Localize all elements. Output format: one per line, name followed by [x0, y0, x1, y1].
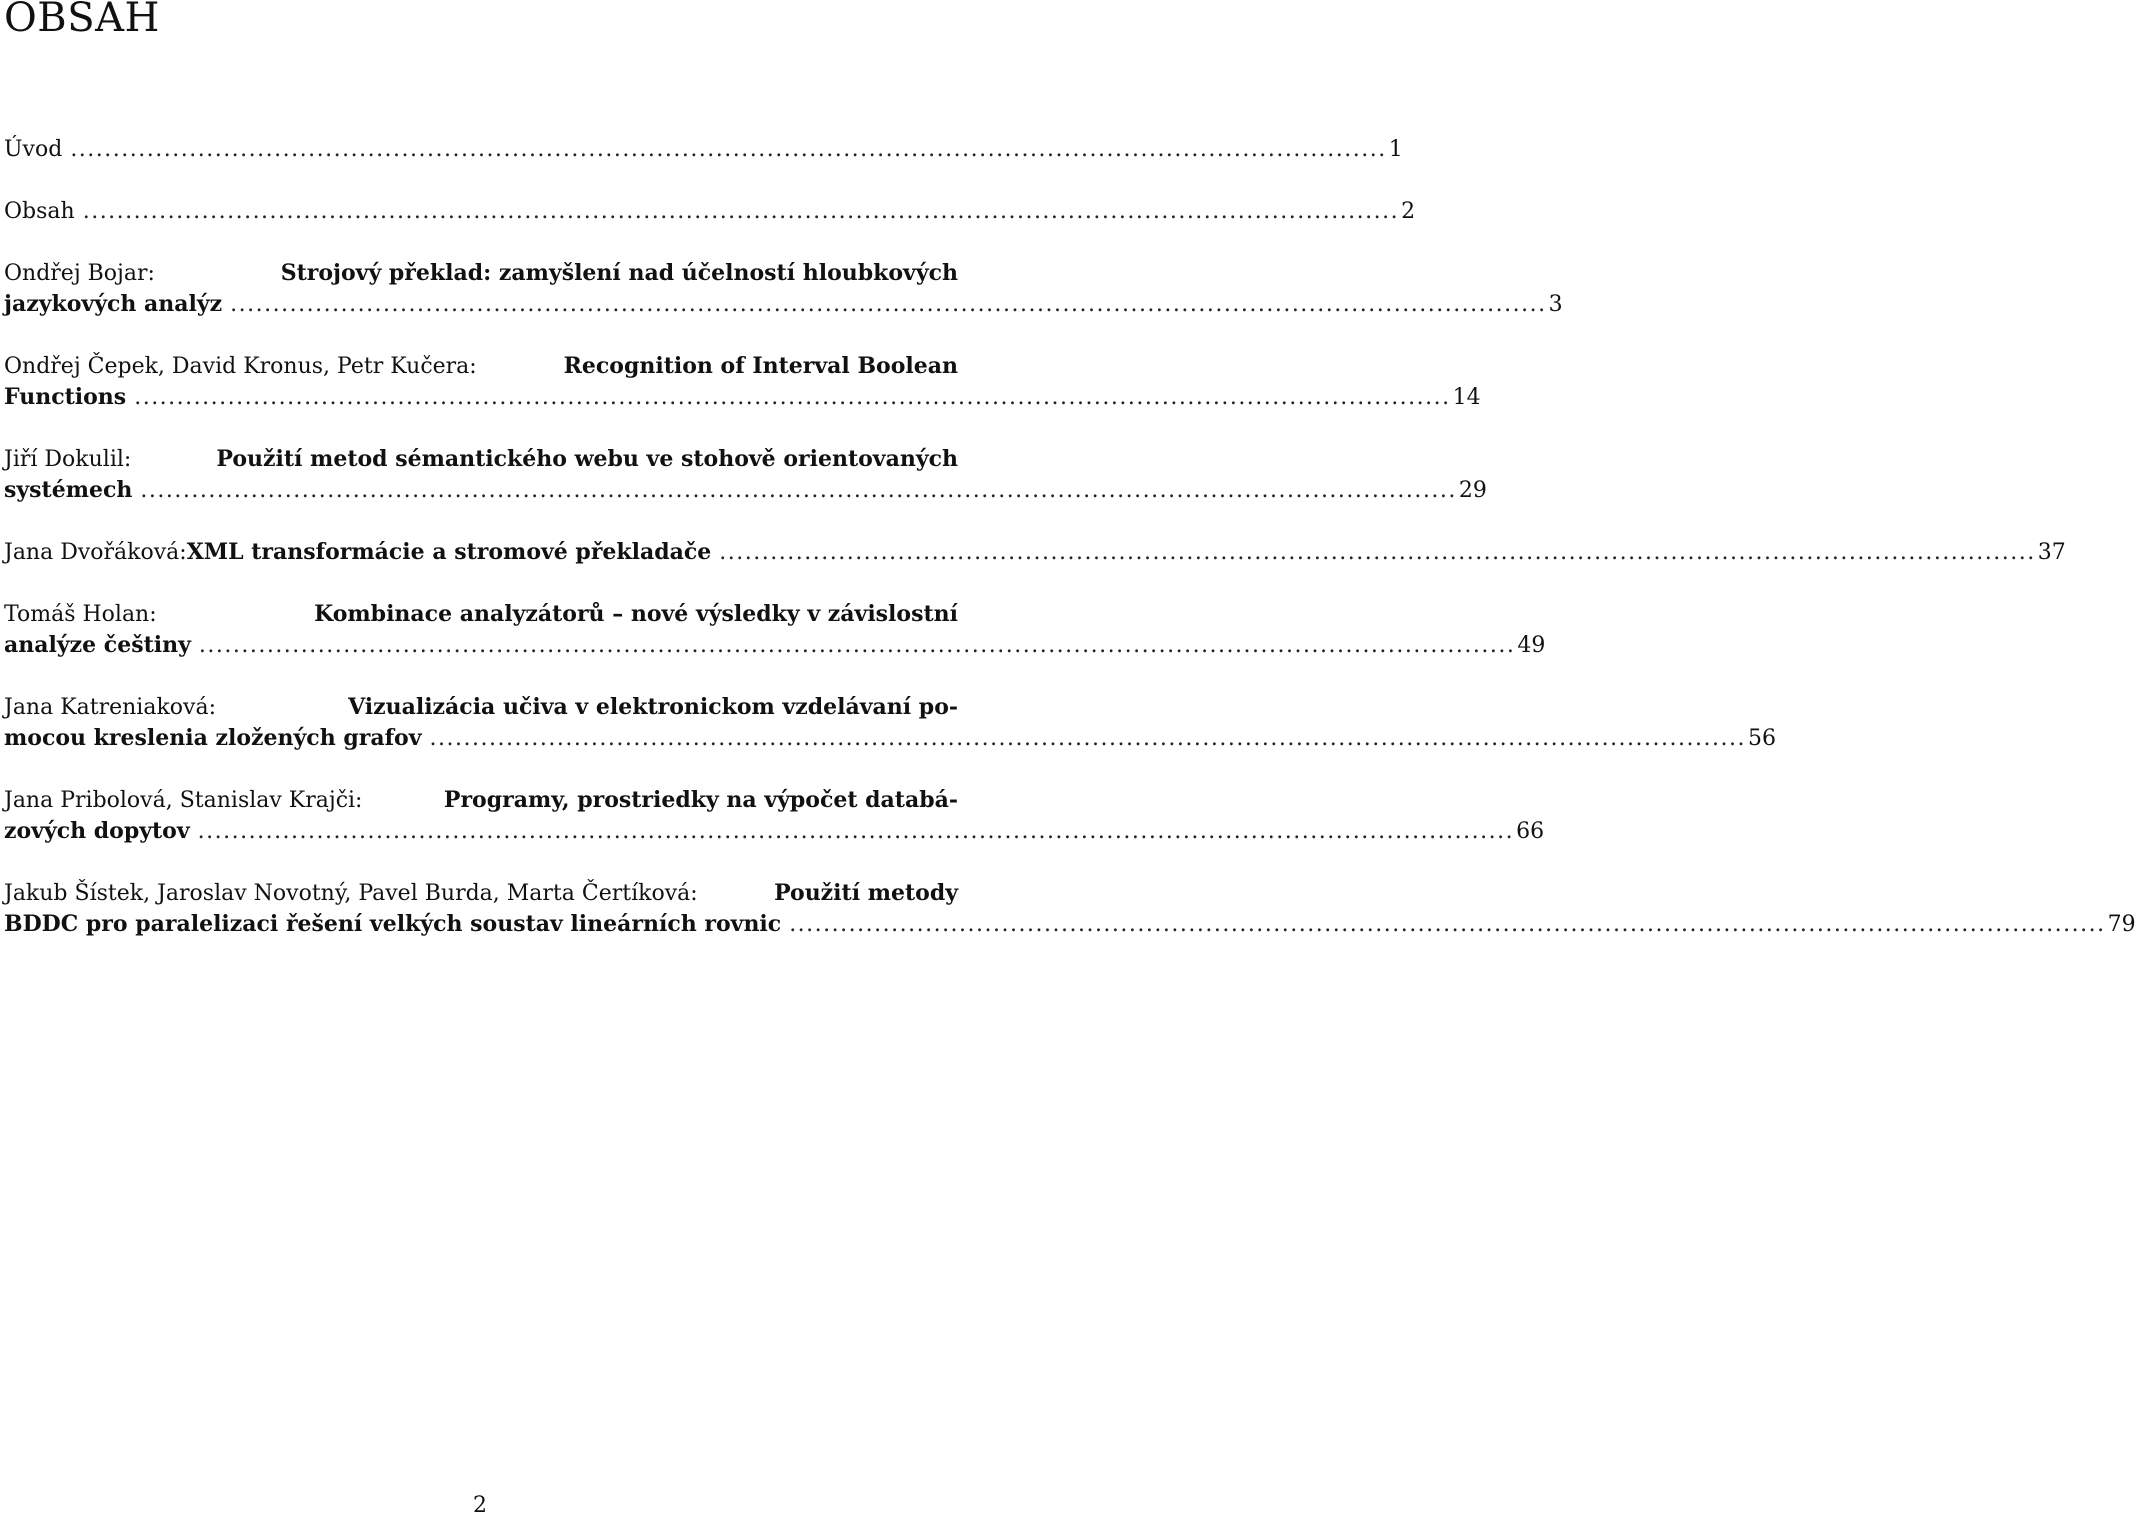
dot-leader: ...........................................................................................................................................................: [197, 819, 1515, 844]
page-ref: 79: [2107, 912, 2136, 937]
entry-title-continued: Functions: [4, 384, 127, 410]
entry-title: Programy, prostriedky na výpočet databá-: [443, 787, 958, 813]
toc-entry[interactable]: [4, 537, 2066, 568]
page-ref: 3: [1548, 292, 1563, 317]
entry-authors: Jana Pribolová, Stanislav Krajči:: [4, 788, 363, 813]
entry-title: Vizualizácia učiva v elektronickom vzdelávaní po-: [348, 694, 958, 720]
dot-leader: ...........................................................................................................................................................: [140, 478, 1457, 503]
table-of-contents: [4, 134, 2136, 971]
page-number: 2: [473, 1493, 487, 1518]
toc-entry[interactable]: [4, 444, 1487, 506]
entry-title-continued: mocou kreslenia zložených grafov: [4, 725, 422, 751]
dot-leader: ...........................................................................................................................................................: [719, 540, 2036, 565]
page-ref: 29: [1458, 478, 1487, 503]
dot-leader: ...........................................................................................................................................................: [134, 385, 1451, 410]
entry-title-continued: jazykových analýz: [4, 291, 223, 317]
page-ref: 37: [2037, 540, 2066, 565]
toc-entry[interactable]: [4, 785, 1545, 847]
entry-authors: Jana Katreniaková:: [4, 695, 216, 720]
entry-title-continued: zových dopytov: [4, 818, 190, 844]
entry-authors: Ondřej Čepek, David Kronus, Petr Kučera:: [4, 354, 477, 379]
entry-title-continued: systémech: [4, 477, 133, 503]
entry-label: Úvod: [4, 137, 63, 162]
page-ref: 1: [1388, 137, 1403, 162]
entry-authors: Ondřej Bojar:: [4, 261, 155, 286]
page-ref: 49: [1517, 633, 1546, 658]
page-ref: 2: [1401, 199, 1416, 224]
dot-leader: ...........................................................................................................................................................: [230, 292, 1547, 317]
toc-entry[interactable]: [4, 134, 1403, 165]
entry-authors: Jakub Šístek, Jaroslav Novotný, Pavel Burda, Marta Čertíková:: [4, 881, 698, 906]
entry-authors: Jana Dvořáková:: [4, 540, 187, 565]
toc-entry[interactable]: [4, 351, 1481, 413]
entry-authors: Tomáš Holan:: [4, 602, 157, 627]
entry-title: Strojový překlad: zamyšlení nad účelností hloubkových: [280, 260, 958, 286]
entry-title-continued: BDDC pro paralelizaci řešení velkých soustav lineárních rovnic: [4, 911, 782, 937]
entry-title: XML transformácie a stromové překladače: [186, 539, 712, 565]
toc-entry[interactable]: [4, 196, 1416, 227]
page-ref: 14: [1452, 385, 1481, 410]
toc-entry[interactable]: [4, 878, 2136, 940]
toc-entry[interactable]: [4, 258, 1563, 320]
page-ref: 56: [1747, 726, 1776, 751]
dot-leader: ...........................................................................................................................................................: [198, 633, 1516, 658]
entry-title-continued: analýze češtiny: [4, 632, 191, 658]
dot-leader: ...........................................................................................................................................................: [429, 726, 1746, 751]
entry-title: Použití metod sémantického webu ve stohově orientovaných: [216, 446, 958, 472]
entry-title: Kombinace analyzátorů – nové výsledky v závislostní: [314, 601, 958, 627]
dot-leader: ...........................................................................................................................................................: [70, 137, 1387, 162]
toc-entry[interactable]: [4, 692, 1776, 754]
dot-leader: ...........................................................................................................................................................: [82, 199, 1400, 224]
page-ref: 66: [1516, 819, 1545, 844]
entry-label: Obsah: [4, 199, 75, 224]
page-title: OBSAH: [4, 0, 160, 41]
entry-title: Použití metody: [774, 880, 958, 906]
entry-title: Recognition of Interval Boolean: [563, 353, 958, 379]
entry-authors: Jiří Dokulil:: [4, 447, 132, 472]
toc-entry[interactable]: [4, 599, 1546, 661]
dot-leader: ...........................................................................................................................................................: [789, 912, 2106, 937]
